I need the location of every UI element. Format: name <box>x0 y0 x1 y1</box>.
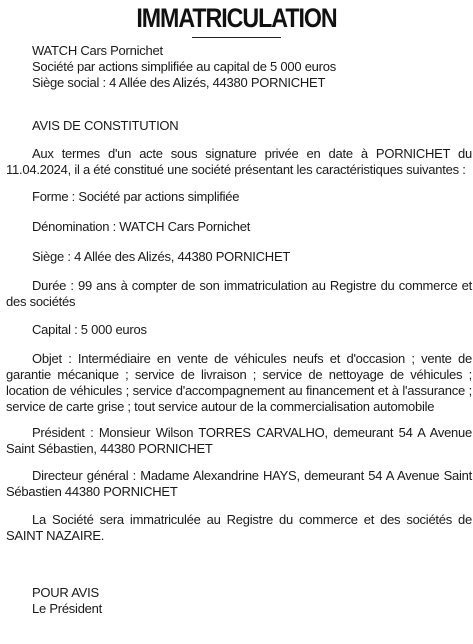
capital-paragraph: Capital : 5 000 euros <box>32 322 147 337</box>
intro-paragraph-block <box>6 146 472 178</box>
closing-signatory: Le Président <box>32 601 102 616</box>
notice-title: IMMATRICULATION <box>136 3 337 33</box>
forme-block <box>6 189 472 205</box>
president-block <box>6 425 472 457</box>
siege-block <box>6 249 472 265</box>
directeur-block <box>6 468 472 500</box>
immatriculation-paragraph: La Société sera immatriculée au Registre du commerce et des sociétés de SAINT NAZAIRE. <box>6 512 472 543</box>
siege-paragraph: Siège : 4 Allée des Alizés, 44380 PORNICHET <box>32 249 291 264</box>
objet-paragraph: Objet : Intermédiaire en vente de véhicules neufs et d'occasion ; vente de garantie mécanique ; service de livraison ; service de nettoyage de véhicules ; location de véhicules ; service d'accompagnement au financement et à l'assurance ; service de carte grise ; tout service autour de la commercialisation automobile <box>6 351 472 414</box>
denomination-block <box>6 219 472 235</box>
company-header <box>6 43 473 91</box>
closing-block <box>6 585 473 617</box>
closing-pour-avis: POUR AVIS <box>32 585 99 600</box>
duree-paragraph: Durée : 99 ans à compter de son immatriculation au Registre du commerce et des sociétés <box>6 278 472 309</box>
company-seat: Siège social : 4 Allée des Alizés, 44380 PORNICHET <box>32 75 326 90</box>
notice-heading-block <box>6 118 472 134</box>
notice-heading: AVIS DE CONSTITUTION <box>32 118 179 133</box>
president-paragraph: Président : Monsieur Wilson TORRES CARVALHO, demeurant 54 A Avenue Saint Sébastien, 44380 PORNICHET <box>6 425 472 456</box>
objet-block <box>6 351 472 415</box>
denomination-paragraph: Dénomination : WATCH Cars Pornichet <box>32 219 251 234</box>
directeur-paragraph: Directeur général : Madame Alexandrine HAYS, demeurant 54 A Avenue Saint Sébastien 44380 PORNICHET <box>6 468 472 499</box>
intro-paragraph: Aux termes d'un acte sous signature privée en date à PORNICHET du 11.04.2024, il a été constitué une société présentant les caractéristiques suivantes : <box>6 146 472 177</box>
company-capital: Société par actions simplifiée au capital de 5 000 euros <box>32 59 336 74</box>
capital-block <box>6 322 472 338</box>
forme-paragraph: Forme : Société par actions simplifiée <box>32 189 240 204</box>
duree-block <box>6 278 472 310</box>
title-underline <box>192 37 281 38</box>
company-name: WATCH Cars Pornichet <box>32 43 163 58</box>
immatriculation-block <box>6 512 472 544</box>
